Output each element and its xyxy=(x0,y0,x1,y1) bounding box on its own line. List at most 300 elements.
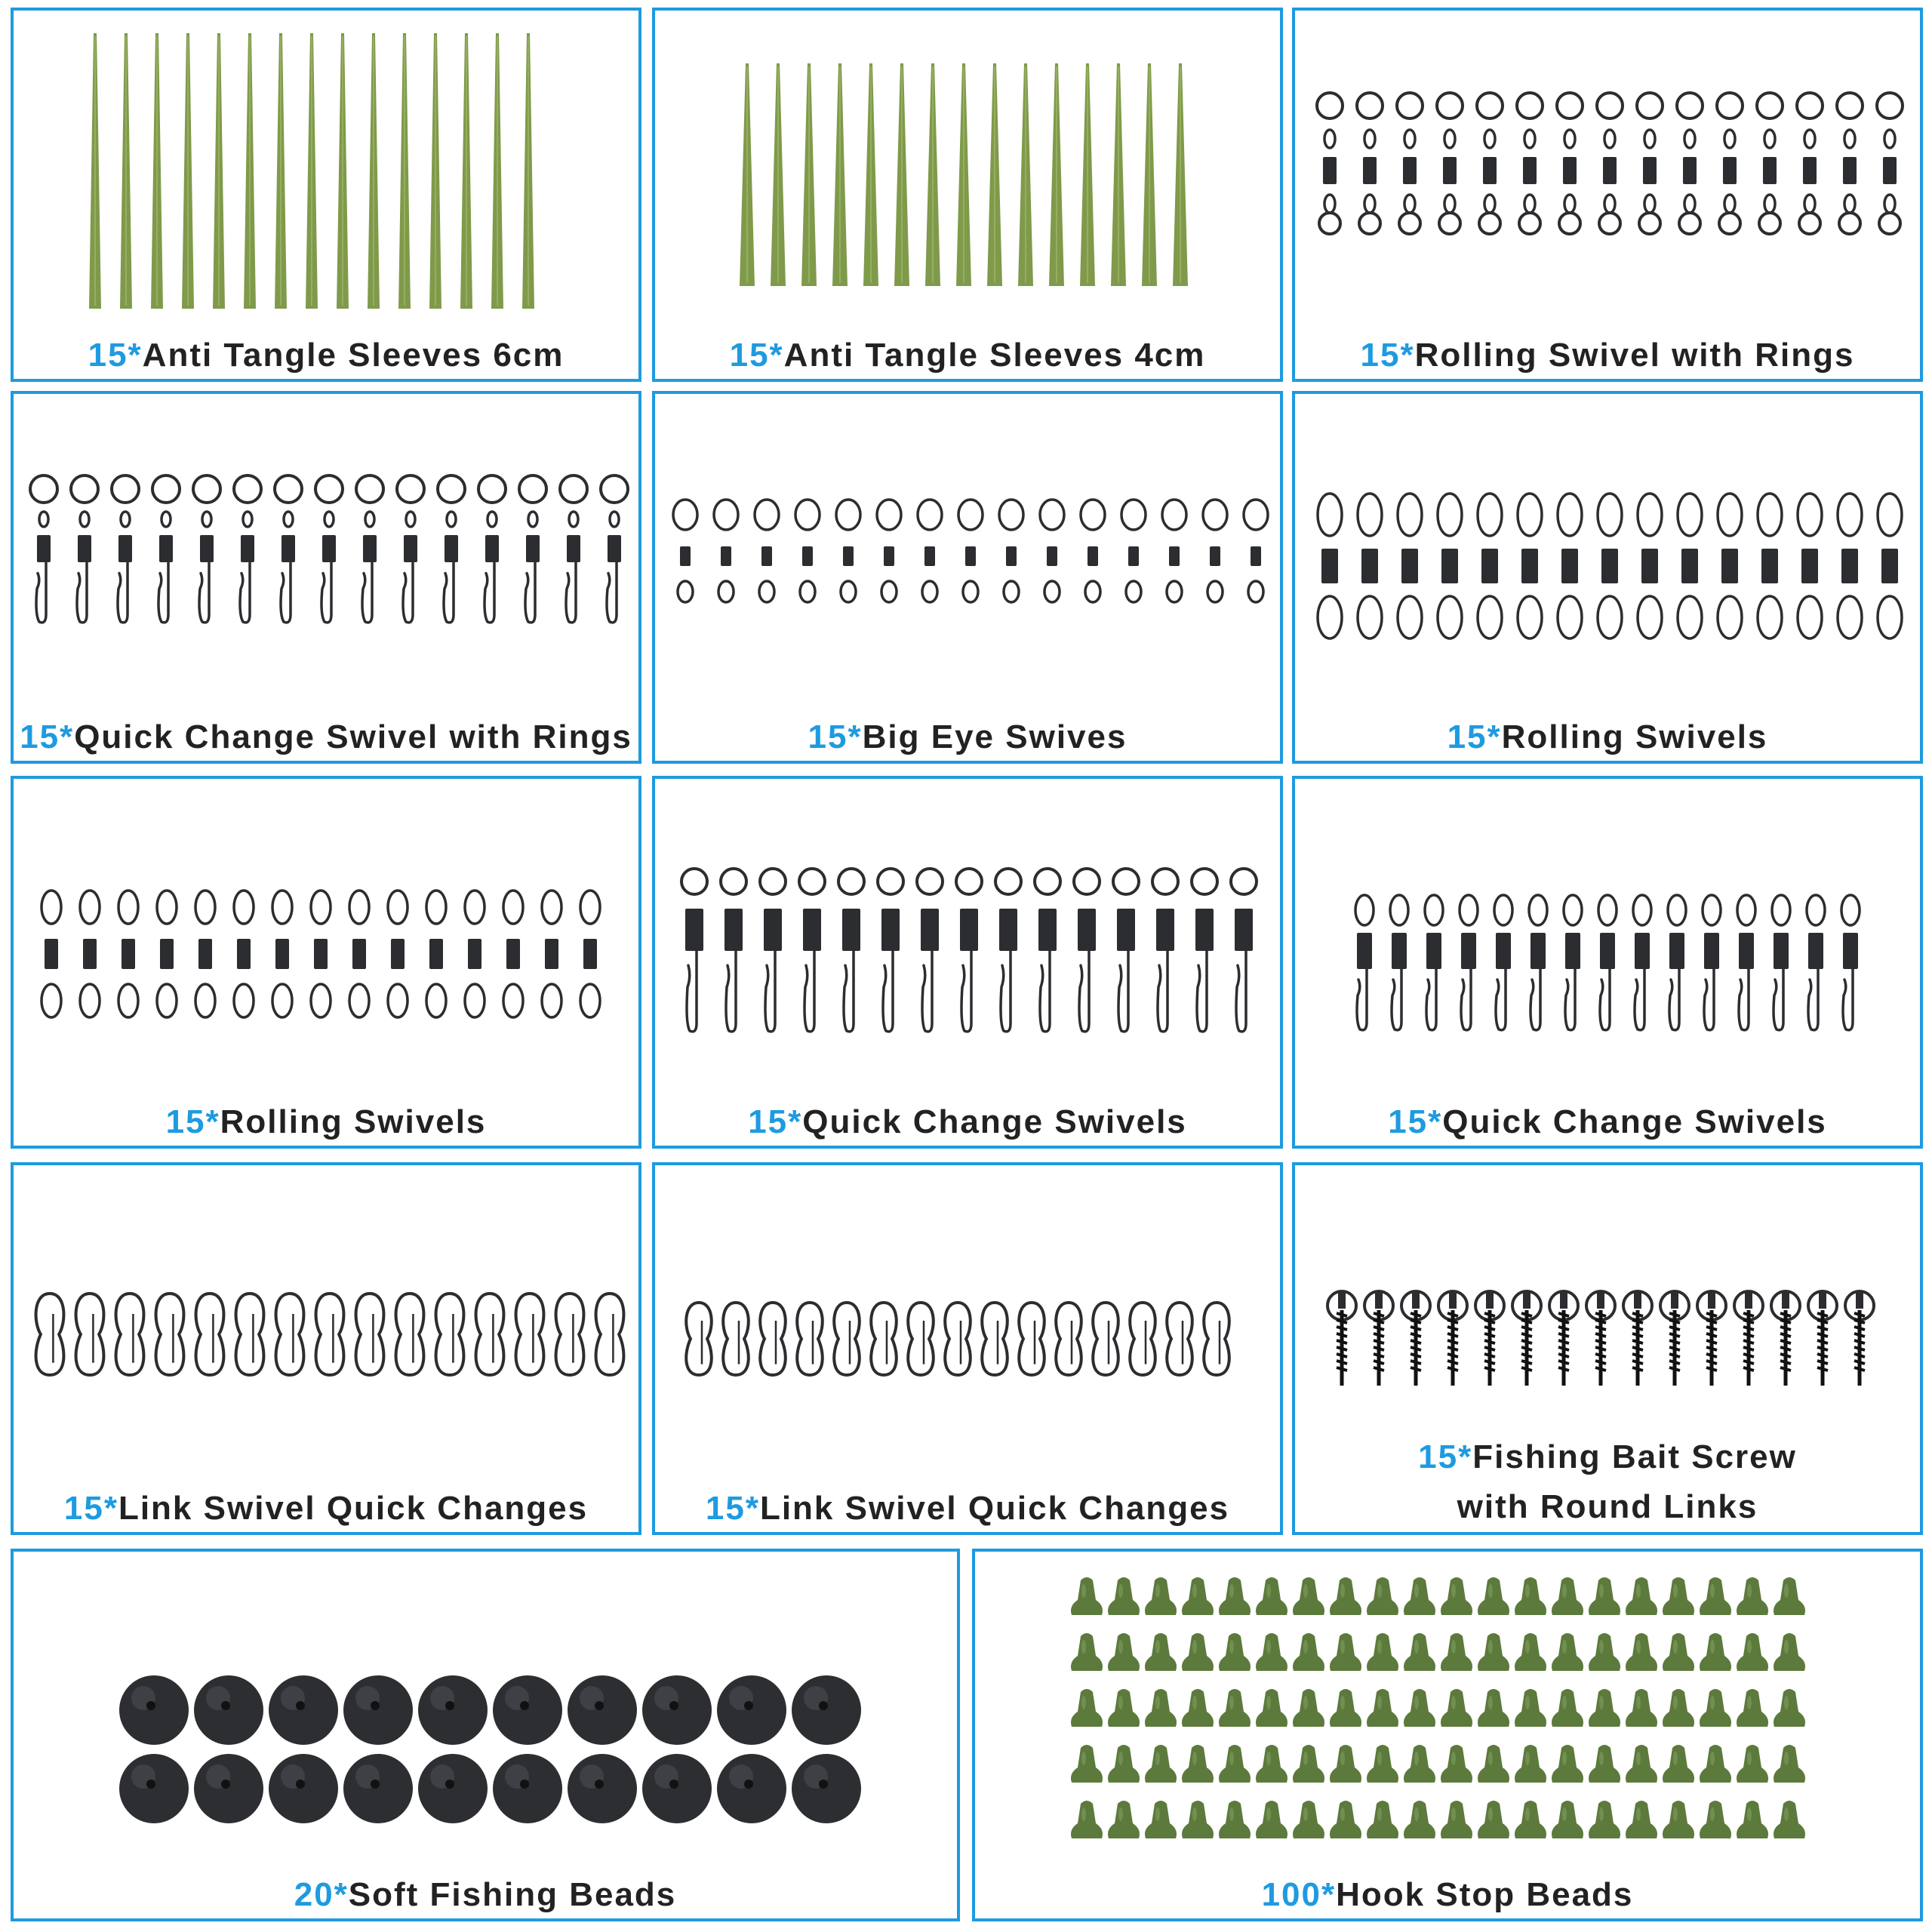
stop-bead-item xyxy=(1367,1801,1398,1838)
swivel-item xyxy=(995,869,1021,1032)
clip-item xyxy=(686,1303,712,1375)
screw-item xyxy=(1845,1291,1874,1386)
panel-caption xyxy=(655,331,1280,380)
screw-item xyxy=(1808,1291,1837,1386)
clip-item xyxy=(356,1294,384,1375)
swivel-item xyxy=(580,891,600,1017)
stop-bead-item xyxy=(1145,1633,1177,1671)
swivel-item xyxy=(1717,93,1743,234)
stop-bead-item xyxy=(1256,1577,1287,1615)
swivel-item xyxy=(1355,895,1374,1030)
swivel-item xyxy=(272,891,292,1017)
stop-bead-item xyxy=(1182,1577,1214,1615)
stop-bead-item xyxy=(1145,1801,1177,1838)
swivel-item xyxy=(311,891,331,1017)
stop-bead-item xyxy=(1071,1577,1103,1615)
link-clip-icon xyxy=(655,1165,1280,1467)
quantity-label: 15* xyxy=(1388,1103,1443,1140)
swivel-item xyxy=(1244,500,1268,602)
swivel-item xyxy=(1737,895,1755,1030)
swivel-item xyxy=(1837,93,1863,234)
swivel-item xyxy=(1678,494,1702,638)
quantity-label: 15* xyxy=(1360,337,1415,374)
stop-bead-item xyxy=(1478,1577,1509,1615)
rolling-swivel-icon xyxy=(1295,394,1920,696)
stop-bead-item xyxy=(1700,1745,1731,1783)
swivel-item xyxy=(878,869,903,1032)
stop-bead-item xyxy=(1441,1745,1472,1783)
swivel-item xyxy=(1040,500,1064,602)
swivel-item xyxy=(755,500,779,602)
stop-bead-item xyxy=(1293,1577,1324,1615)
item-name-label: Fishing Bait Screw xyxy=(1472,1438,1797,1475)
swivel-item xyxy=(838,869,864,1032)
swivel-item xyxy=(1357,93,1383,234)
bead-item xyxy=(493,1754,562,1823)
clip-item xyxy=(945,1303,971,1375)
stop-bead-item xyxy=(1589,1577,1620,1615)
panel-caption xyxy=(14,1870,957,1920)
clip-item xyxy=(36,1294,64,1375)
panel-caption xyxy=(14,331,638,380)
bead-item xyxy=(343,1675,413,1745)
stop-bead-item xyxy=(1367,1689,1398,1727)
panel-caption xyxy=(14,712,638,762)
stop-bead-item xyxy=(1071,1801,1103,1838)
stop-bead-item xyxy=(1737,1745,1768,1783)
swivel-item xyxy=(1081,500,1105,602)
swivel-item xyxy=(1518,494,1542,638)
bead-item xyxy=(642,1754,712,1823)
stop-bead-item xyxy=(1404,1577,1435,1615)
swivel-item xyxy=(760,869,786,1032)
stop-bead-item xyxy=(1589,1689,1620,1727)
panel-caption xyxy=(14,1484,638,1534)
clip-item xyxy=(276,1294,304,1375)
stop-bead-item xyxy=(1219,1745,1251,1783)
screw-item xyxy=(1475,1291,1504,1386)
swivel-item xyxy=(918,500,942,602)
clip-item xyxy=(196,1294,224,1375)
clip-item xyxy=(556,1294,584,1375)
swivel-item xyxy=(80,891,100,1017)
swivel-item xyxy=(1598,895,1617,1030)
stop-bead-item xyxy=(1071,1745,1103,1783)
swivel-item xyxy=(1558,494,1582,638)
swivel-item xyxy=(1035,869,1060,1032)
bead-item xyxy=(269,1675,338,1745)
panel-caption xyxy=(655,1097,1280,1147)
item-name-label: Anti Tangle Sleeves 4cm xyxy=(783,337,1206,374)
item-name-label: Rolling Swivel with Rings xyxy=(1414,337,1855,374)
stop-bead-item xyxy=(1367,1633,1398,1671)
panel-caption xyxy=(1295,1097,1920,1147)
swivel-item xyxy=(1425,895,1443,1030)
stop-bead-item xyxy=(1589,1633,1620,1671)
clip-item xyxy=(871,1303,897,1375)
stop-bead-item xyxy=(1700,1689,1731,1727)
swivel-item xyxy=(388,891,408,1017)
panel-link-swivel-quick-changes xyxy=(11,1162,641,1535)
stop-bead-item xyxy=(1626,1689,1657,1727)
stop-bead-item xyxy=(1515,1577,1546,1615)
stop-bead-item xyxy=(1367,1577,1398,1615)
stop-bead-item xyxy=(1293,1801,1324,1838)
swivel-item xyxy=(560,475,587,623)
anti-tangle-sleeve-short-icon xyxy=(655,11,1280,312)
swivel-item xyxy=(519,475,546,623)
clip-item xyxy=(596,1294,624,1375)
clip-item xyxy=(723,1303,749,1375)
item-name-label: Hook Stop Beads xyxy=(1336,1876,1634,1913)
swivel-item xyxy=(1529,895,1547,1030)
stop-bead-item xyxy=(1774,1689,1805,1727)
stop-bead-item xyxy=(1737,1577,1768,1615)
quantity-label: 15* xyxy=(1418,1438,1473,1475)
stop-bead-item xyxy=(1737,1689,1768,1727)
stop-bead-item xyxy=(1700,1801,1731,1838)
stop-bead-item xyxy=(1367,1745,1398,1783)
swivel-item xyxy=(1597,93,1623,234)
swivel-item xyxy=(152,475,180,623)
stop-bead-item xyxy=(1330,1577,1361,1615)
swivel-item xyxy=(112,475,139,623)
swivel-item xyxy=(1758,494,1782,638)
bead-item xyxy=(493,1675,562,1745)
quantity-label: 15* xyxy=(1447,718,1502,755)
clip-item xyxy=(1019,1303,1044,1375)
panel-fishing-bait-screw xyxy=(1292,1162,1923,1535)
bead-item xyxy=(194,1675,263,1745)
panel-big-eye-swives xyxy=(652,391,1283,764)
clip-item xyxy=(76,1294,104,1375)
stop-bead-item xyxy=(1108,1689,1140,1727)
swivel-item xyxy=(1757,93,1783,234)
stop-bead-item xyxy=(1737,1801,1768,1838)
swivel-item xyxy=(673,500,697,602)
stop-bead-item xyxy=(1293,1745,1324,1783)
swivel-item xyxy=(397,475,424,623)
panel-caption xyxy=(14,1097,638,1147)
panel-quick-change-swivels-2 xyxy=(1292,776,1923,1149)
item-name-label: Anti Tangle Sleeves 6cm xyxy=(142,337,565,374)
stop-bead-item xyxy=(1478,1689,1509,1727)
panel-anti-tangle-sleeves-6cm xyxy=(11,8,641,382)
item-name-label: Rolling Swivels xyxy=(220,1103,487,1140)
bead-item xyxy=(642,1675,712,1745)
hook-stop-bead-icon xyxy=(975,1552,1920,1854)
stop-bead-item xyxy=(1552,1689,1583,1727)
screw-item xyxy=(1512,1291,1541,1386)
swivel-item xyxy=(1113,869,1139,1032)
quantity-label: 15* xyxy=(20,718,75,755)
quantity-label: 15* xyxy=(88,337,143,374)
stop-bead-item xyxy=(1478,1801,1509,1838)
panel-rolling-swivel-with-rings xyxy=(1292,8,1923,382)
item-name-label: Soft Fishing Beads xyxy=(348,1876,677,1913)
swivel-item xyxy=(275,475,302,623)
clip-item xyxy=(760,1303,786,1375)
stop-bead-item xyxy=(1663,1745,1694,1783)
stop-bead-item xyxy=(1663,1689,1694,1727)
swivel-item xyxy=(1317,93,1343,234)
swivel-item xyxy=(681,869,707,1032)
quick-change-swivel-icon xyxy=(655,779,1280,1081)
bead-item xyxy=(418,1754,488,1823)
clip-item xyxy=(236,1294,264,1375)
stop-bead-item xyxy=(1293,1689,1324,1727)
swivel-item xyxy=(1162,500,1186,602)
stop-bead-item xyxy=(1663,1577,1694,1615)
swivel-item xyxy=(1718,494,1742,638)
stop-bead-item xyxy=(1552,1577,1583,1615)
stop-bead-item xyxy=(1219,1801,1251,1838)
stop-bead-item xyxy=(1330,1745,1361,1783)
stop-bead-item xyxy=(1515,1633,1546,1671)
swivel-item xyxy=(542,891,561,1017)
bead-item xyxy=(717,1675,786,1745)
panel-link-swivel-quick-changes-2 xyxy=(652,1162,1283,1535)
stop-bead-item xyxy=(1626,1633,1657,1671)
screw-item xyxy=(1734,1291,1763,1386)
clip-item xyxy=(116,1294,144,1375)
stop-bead-item xyxy=(1441,1689,1472,1727)
swivel-item xyxy=(315,475,343,623)
soft-bead-icon xyxy=(14,1552,957,1854)
stop-bead-item xyxy=(1700,1633,1731,1671)
bead-item xyxy=(792,1754,861,1823)
stop-bead-item xyxy=(1108,1577,1140,1615)
stop-bead-item xyxy=(1626,1577,1657,1615)
swivel-item xyxy=(877,500,901,602)
swivel-item xyxy=(1638,494,1662,638)
stop-bead-item xyxy=(1663,1633,1694,1671)
stop-bead-item xyxy=(1108,1745,1140,1783)
item-name-label: Quick Change Swivel with Rings xyxy=(74,718,632,755)
stop-bead-item xyxy=(1589,1745,1620,1783)
clip-item xyxy=(982,1303,1008,1375)
screw-item xyxy=(1549,1291,1578,1386)
clip-item xyxy=(834,1303,860,1375)
swivel-item xyxy=(118,891,138,1017)
stop-bead-item xyxy=(1108,1801,1140,1838)
clip-item xyxy=(436,1294,464,1375)
quick-change-swivel-ring-icon xyxy=(14,394,638,696)
item-name-label: Quick Change Swivels xyxy=(802,1103,1187,1140)
swivel-item xyxy=(1677,93,1703,234)
swivel-item xyxy=(1841,895,1860,1030)
swivel-item xyxy=(1564,895,1582,1030)
stop-bead-item xyxy=(1404,1801,1435,1838)
swivel-item xyxy=(1798,494,1822,638)
stop-bead-item xyxy=(1219,1577,1251,1615)
panel-rolling-swivels-2 xyxy=(11,776,641,1149)
swivel-item xyxy=(836,500,860,602)
item-name-label: Big Eye Swives xyxy=(862,718,1128,755)
stop-bead-item xyxy=(1626,1745,1657,1783)
panel-caption xyxy=(655,712,1280,762)
stop-bead-item xyxy=(1182,1801,1214,1838)
stop-bead-item xyxy=(1404,1689,1435,1727)
stop-bead-item xyxy=(1663,1801,1694,1838)
panel-hook-stop-beads xyxy=(972,1549,1923,1921)
stop-bead-item xyxy=(1182,1633,1214,1671)
stop-bead-item xyxy=(1219,1633,1251,1671)
swivel-item xyxy=(956,869,982,1032)
swivel-item xyxy=(1477,93,1503,234)
swivel-item xyxy=(1121,500,1146,602)
swivel-item xyxy=(195,891,215,1017)
swivel-item xyxy=(1460,895,1478,1030)
swivel-item xyxy=(1390,895,1408,1030)
swivel-item xyxy=(1668,895,1686,1030)
clip-item xyxy=(396,1294,424,1375)
swivel-item xyxy=(1557,93,1583,234)
stop-bead-item xyxy=(1441,1577,1472,1615)
panel-quick-change-swivel-with-rings xyxy=(11,391,641,764)
swivel-item xyxy=(958,500,983,602)
quantity-label: 15* xyxy=(165,1103,220,1140)
item-name-label: Link Swivel Quick Changes xyxy=(759,1490,1230,1527)
stop-bead-item xyxy=(1108,1633,1140,1671)
stop-bead-item xyxy=(1256,1689,1287,1727)
big-eye-swivel-icon xyxy=(655,394,1280,696)
stop-bead-item xyxy=(1737,1633,1768,1671)
swivel-item xyxy=(356,475,383,623)
stop-bead-item xyxy=(1515,1689,1546,1727)
stop-bead-item xyxy=(1552,1745,1583,1783)
bead-item xyxy=(194,1754,263,1823)
stop-bead-item xyxy=(1404,1633,1435,1671)
swivel-item xyxy=(465,891,485,1017)
item-name-label-line2: with Round Links xyxy=(1457,1488,1758,1525)
panel-caption xyxy=(1295,331,1920,380)
screw-item xyxy=(1660,1291,1689,1386)
stop-bead-item xyxy=(1774,1745,1805,1783)
swivel-item xyxy=(1494,895,1512,1030)
swivel-item xyxy=(1203,500,1227,602)
clip-item xyxy=(476,1294,504,1375)
stop-bead-item xyxy=(1330,1633,1361,1671)
bead-item xyxy=(119,1675,189,1745)
stop-bead-item xyxy=(1182,1745,1214,1783)
stop-bead-item xyxy=(1774,1633,1805,1671)
bead-item xyxy=(269,1754,338,1823)
stop-bead-item xyxy=(1441,1633,1472,1671)
swivel-item xyxy=(1703,895,1721,1030)
bead-item xyxy=(568,1754,637,1823)
clip-item xyxy=(908,1303,934,1375)
anti-tangle-sleeve-long-icon xyxy=(14,11,638,312)
screw-item xyxy=(1586,1291,1615,1386)
panel-caption xyxy=(1295,712,1920,762)
swivel-item xyxy=(1517,93,1543,234)
swivel-item xyxy=(478,475,506,623)
clip-item xyxy=(1093,1303,1118,1375)
bead-item xyxy=(568,1675,637,1745)
quantity-label: 15* xyxy=(748,1103,803,1140)
item-name-label: Rolling Swivels xyxy=(1501,718,1768,755)
swivel-item xyxy=(1437,93,1463,234)
swivel-item xyxy=(1397,93,1423,234)
panel-caption xyxy=(1295,1432,1920,1532)
swivel-item xyxy=(1318,494,1342,638)
panel-anti-tangle-sleeves-4cm xyxy=(652,8,1283,382)
stop-bead-item xyxy=(1552,1633,1583,1671)
swivel-item xyxy=(799,869,825,1032)
swivel-item xyxy=(1598,494,1622,638)
stop-bead-item xyxy=(1071,1689,1103,1727)
screw-item xyxy=(1327,1291,1356,1386)
link-clip-icon xyxy=(14,1165,638,1467)
swivel-item xyxy=(1231,869,1257,1032)
swivel-item xyxy=(1633,895,1651,1030)
stop-bead-item xyxy=(1145,1689,1177,1727)
stop-bead-item xyxy=(1256,1801,1287,1838)
item-name-label: Quick Change Swivels xyxy=(1442,1103,1827,1140)
bead-item xyxy=(119,1754,189,1823)
clip-item xyxy=(316,1294,344,1375)
swivel-item xyxy=(1878,494,1902,638)
clip-item xyxy=(156,1294,184,1375)
swivel-item xyxy=(1192,869,1217,1032)
stop-bead-item xyxy=(1552,1801,1583,1838)
quantity-label: 15* xyxy=(63,1490,118,1527)
clip-item xyxy=(1167,1303,1192,1375)
stop-bead-item xyxy=(1700,1577,1731,1615)
swivel-item xyxy=(1358,494,1382,638)
swivel-item xyxy=(1838,494,1862,638)
panel-caption xyxy=(975,1870,1920,1920)
screw-item xyxy=(1438,1291,1467,1386)
stop-bead-item xyxy=(1145,1745,1177,1783)
screw-item xyxy=(1697,1291,1726,1386)
swivel-item xyxy=(1772,895,1790,1030)
stop-bead-item xyxy=(1293,1633,1324,1671)
stop-bead-item xyxy=(1219,1689,1251,1727)
stop-bead-item xyxy=(1441,1801,1472,1838)
stop-bead-item xyxy=(1478,1633,1509,1671)
swivel-item xyxy=(1152,869,1178,1032)
swivel-item xyxy=(349,891,369,1017)
panel-quick-change-swivels xyxy=(652,776,1283,1149)
swivel-item xyxy=(795,500,820,602)
stop-bead-item xyxy=(1256,1633,1287,1671)
clip-item xyxy=(1056,1303,1081,1375)
swivel-item xyxy=(193,475,220,623)
bait-screw-icon xyxy=(1295,1165,1920,1437)
rolling-swivel-icon xyxy=(14,779,638,1081)
screw-item xyxy=(1771,1291,1800,1386)
stop-bead-item xyxy=(1145,1577,1177,1615)
stop-bead-item xyxy=(1330,1801,1361,1838)
swivel-item xyxy=(1074,869,1100,1032)
clip-item xyxy=(1130,1303,1155,1375)
screw-item xyxy=(1623,1291,1652,1386)
stop-bead-item xyxy=(1182,1689,1214,1727)
stop-bead-item xyxy=(1330,1689,1361,1727)
clip-item xyxy=(516,1294,544,1375)
swivel-item xyxy=(1877,93,1903,234)
stop-bead-item xyxy=(1515,1801,1546,1838)
swivel-item xyxy=(601,475,628,623)
swivel-item xyxy=(71,475,98,623)
swivel-item xyxy=(1797,93,1823,234)
swivel-item xyxy=(438,475,465,623)
stop-bead-item xyxy=(1478,1745,1509,1783)
panel-caption xyxy=(655,1484,1280,1534)
bead-item xyxy=(717,1754,786,1823)
